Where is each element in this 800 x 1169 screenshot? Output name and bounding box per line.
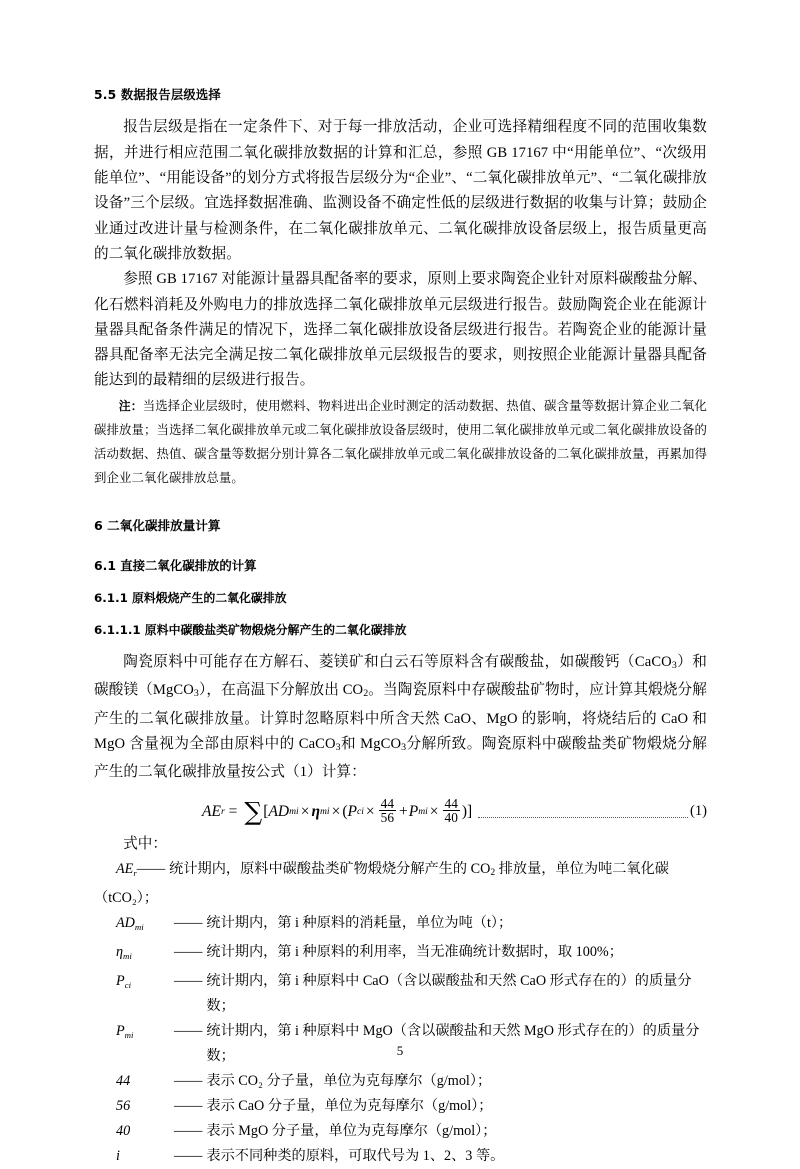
definition-text: 表示 MgO 分子量，单位为克每摩尔（g/mol）；	[206, 1123, 497, 1140]
formula-pm: P	[408, 802, 419, 820]
formula-paren-open: (	[342, 802, 348, 820]
definition-dash: ——	[136, 861, 166, 878]
definition-text: 统计期内，第 i 种原料的消耗量，单位为吨（t）；	[206, 915, 513, 932]
subscript-3c: 3	[335, 742, 341, 754]
definition-dash: ——	[174, 915, 203, 932]
heading-6-1: 6.1 直接二氧化碳排放的计算	[94, 558, 257, 574]
para-part-5: 和 MgCO	[340, 735, 402, 752]
heading-6: 6 二氧化碳排放量计算	[94, 517, 221, 533]
formula-eta-sub: mi	[319, 806, 330, 818]
formula-times-4: ×	[429, 802, 439, 820]
formula-pm-sub: mi	[418, 806, 428, 818]
definition-text: 统计期内，第 i 种原料的利用率，当无准确统计数据时，取 100%；	[206, 944, 623, 961]
definition-text: 表示不同种类的原料，可取代号为 1、2、3 等。	[206, 1148, 505, 1165]
subscript-2a: 2	[363, 688, 369, 700]
dotted-leader	[478, 806, 688, 818]
definition-list	[94, 857, 707, 1169]
note-label: 注：	[118, 398, 143, 413]
definition-text-b: 排放量，单位为吨二氧化碳	[495, 861, 669, 878]
definition-item-eta	[94, 940, 707, 969]
para-part-2: ）和碳酸镁（MgCO	[94, 653, 707, 699]
formula-lhs-sub: r	[220, 806, 225, 818]
formula-bracket-close: ]	[467, 802, 473, 820]
formula-pc-sub: ci	[356, 806, 364, 818]
definition-text: 统计期内，第 i 种原料中 MgO（含以碳酸盐和天然 MgO 形式存在的）的质量分数；	[206, 1023, 700, 1065]
definition-dash: ——	[174, 1148, 203, 1165]
heading-5-5: 5.5 数据报告层级选择	[94, 88, 221, 102]
formula-pc: P	[347, 802, 357, 820]
formula-bracket-open: [	[263, 802, 269, 820]
formula-times-3: ×	[365, 802, 375, 820]
subscript-3a: 3	[671, 659, 677, 671]
symbol-subscript: ci	[124, 980, 132, 991]
note-text: 当选择企业层级时，使用燃料、物料进出企业时测定的活动数据、热值、碳含量等数据计算企业二氧化碳排放量；当选择二氧化碳排放单元或二氧化碳排放设备层级时，使用二氧化碳排放单元或二氧化碳排放设备的活动数据、热值、碳含量等数据分别计算各二氧化碳排放单元或二氧化碳排放设备的二氧化碳排放量，再累加得到企业二氧化碳排放总量。	[94, 398, 708, 486]
definition-item-aer	[94, 857, 707, 911]
paragraph-6-1-1-1	[94, 650, 707, 786]
symbol-text: AD	[116, 915, 135, 932]
summation-icon: ∑	[244, 796, 263, 826]
fraction-44-40	[443, 797, 460, 825]
formula-times-1: ×	[300, 802, 310, 820]
definition-item-admi	[94, 911, 707, 940]
symbol-subscript: mi	[123, 951, 132, 962]
symbol-text: η	[116, 944, 124, 961]
definition-item-i	[94, 1144, 707, 1169]
para-part-1: 陶瓷原料中可能存在方解石、菱镁矿和白云石等原料含有碳酸盐，如碳酸钙（CaCO	[123, 653, 672, 670]
page-content	[94, 86, 707, 1169]
definition-item-pci	[94, 969, 707, 1019]
definition-symbol: 44	[116, 1073, 131, 1090]
para-part-4: 。当陶瓷原料中存碳酸盐矿物时，应计算其煅烧分解产生的二氧化碳排放量。计算时忽略原料中所含天然 CaO、MgO 的影响，将烧结后的 CaO 和 MgO 含量视为全部由原料中的 CaCO	[94, 682, 707, 752]
definition-item-40	[94, 1119, 707, 1144]
formula-equals: =	[228, 802, 238, 820]
formula-number: (1)	[689, 803, 707, 820]
definition-item-44	[94, 1069, 707, 1094]
definition-dash: ——	[174, 1023, 203, 1040]
symbol-text: P	[116, 973, 125, 990]
definition-text: 表示 CO₂ 分子量，单位为克每摩尔（g/mol）；	[206, 1073, 492, 1090]
subscript-3d: 3	[401, 742, 407, 754]
definition-symbol	[116, 940, 174, 969]
formula-1-expression	[202, 795, 473, 826]
where-intro: 式中：	[123, 835, 167, 852]
para-part-3: ），在高温下分解放出 CO	[198, 682, 364, 699]
formula-ad: AD	[268, 802, 290, 820]
subscript-3b: 3	[193, 688, 199, 700]
formula-ad-sub: mi	[289, 806, 299, 818]
definition-symbol: 56	[116, 1098, 131, 1115]
fraction-numerator: 44	[444, 795, 458, 811]
fraction-denominator: 40	[444, 810, 458, 826]
definition-symbol	[116, 969, 174, 998]
para-part-6: 分解所致。陶瓷原料中碳酸盐类矿物煅烧分解产生的二氧化碳排放量按公式（1）计算：	[94, 735, 707, 781]
definition-text: 表示 CaO 分子量，单位为克每摩尔（g/mol）；	[206, 1098, 493, 1115]
fraction-44-56	[379, 797, 396, 825]
heading-6-1-1: 6.1.1 原料煅烧产生的二氧化碳排放	[94, 591, 287, 606]
formula-plus: +	[398, 802, 408, 820]
symbol-subscript: mi	[124, 1030, 134, 1041]
definition-dash: ——	[174, 1123, 203, 1140]
heading-6-1-1-1: 6.1.1.1 原料中碳酸盐类矿物煅烧分解产生的二氧化碳排放	[94, 622, 407, 637]
definition-dash: ——	[174, 1098, 203, 1115]
definition-item-56	[94, 1094, 707, 1119]
definition-text-a: 统计期内，原料中碳酸盐类矿物煅烧分解产生的 CO	[169, 861, 491, 878]
formula-eta: η	[311, 802, 320, 820]
symbol-subscript: r	[133, 868, 137, 879]
definition-symbol	[116, 861, 137, 877]
definition-symbol: 40	[116, 1123, 131, 1140]
definition-continuation: （tCO₂）；	[94, 890, 159, 907]
definition-text: 统计期内，第 i 种原料中 CaO（含以碳酸盐和天然 CaO 形式存在的）的质量分数；	[206, 973, 692, 1015]
fraction-numerator: 44	[380, 795, 394, 811]
fraction-denominator: 56	[380, 810, 394, 826]
symbol-subscript: mi	[134, 922, 144, 933]
formula-1-row	[94, 795, 707, 826]
formula-lhs: AE	[202, 802, 221, 820]
definition-dash: ——	[174, 944, 203, 961]
definition-sub-2: 2	[490, 867, 496, 879]
paragraph-5-5-2: 参照 GB 17167 对能源计量器具配备率的要求，原则上要求陶瓷企业针对原料碳酸盐分解、化石燃料消耗及外购电力的排放选择二氧化碳排放单元层级进行报告。鼓励陶瓷企业在能源计量器具配备条件满足的情况下，选择二氧化碳排放设备层级进行报告。若陶瓷企业的能源计量器具配备率无法完全满足按二氧化碳排放单元层级报告的要求，则按照企业能源计量器具配备能达到的最精细的层级进行报告。	[94, 271, 707, 389]
definition-symbol: i	[116, 1148, 120, 1165]
definition-dash: ——	[174, 973, 203, 990]
paragraph-5-5-1: 报告层级是指在一定条件下、对于每一排放活动，企业可选择精细程度不同的范围收集数据，并进行相应范围二氧化碳排放数据的计算和汇总，参照 GB 17167 中“用能单位”、“次级用能单位”、“用能设备”的划分方式将报告层级分为“企业”、“二氧化碳排放单元”、“二氧化碳排放设备”三个层级。宜选择数据准确、监测设备不确定性低的层级进行数据的收集与计算；鼓励企业通过改进计量与检测条件，在二氧化碳排放单元、二氧化碳排放设备层级上，报告质量更高的二氧化碳排放数据。	[94, 119, 707, 262]
symbol-text: AE	[116, 861, 134, 878]
formula-times-2: ×	[331, 802, 341, 820]
page-number: 5	[396, 1043, 404, 1058]
symbol-text: P	[116, 1023, 125, 1040]
definition-symbol	[116, 911, 174, 940]
formula-paren-close: )	[461, 802, 468, 820]
note-5-5	[94, 394, 707, 491]
definition-dash: ——	[174, 1073, 203, 1090]
